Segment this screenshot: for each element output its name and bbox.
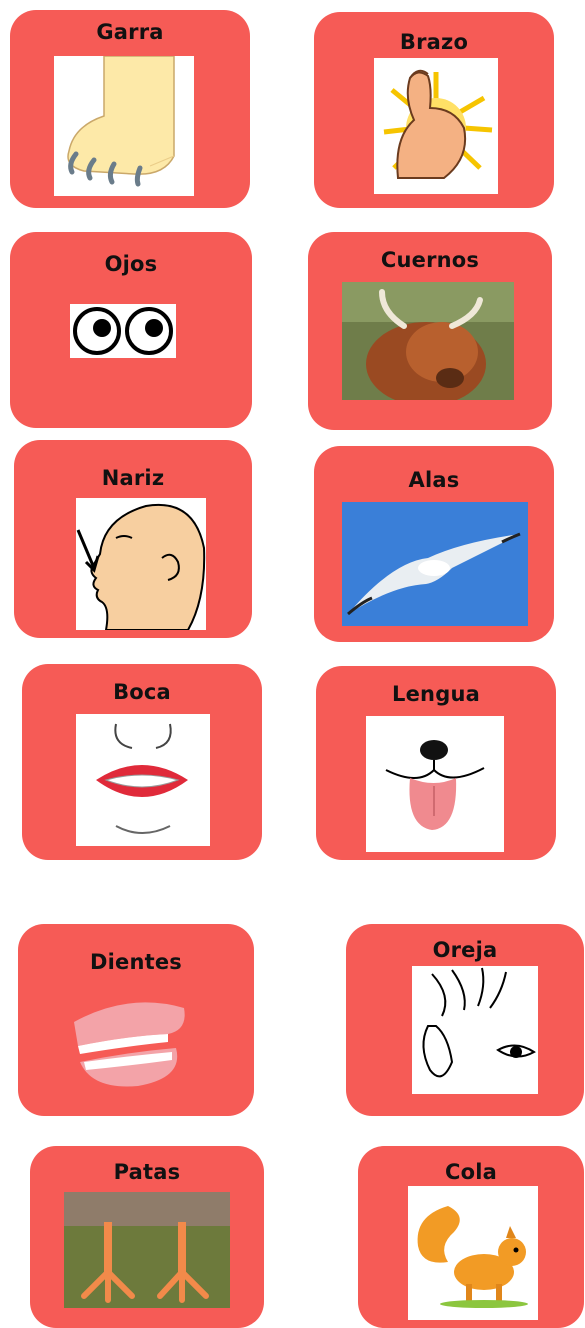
card-ojos[interactable]: [10, 232, 252, 428]
claw-icon: [54, 56, 194, 196]
card-cuernos[interactable]: [308, 232, 552, 430]
mouth-icon: [76, 714, 210, 846]
card-patas[interactable]: [30, 1146, 264, 1328]
card-brazo[interactable]: [314, 12, 554, 208]
seagull-photo: [342, 502, 528, 626]
card-oreja[interactable]: [346, 924, 584, 1116]
card-label: Boca: [113, 680, 171, 704]
card-label: Cuernos: [380, 248, 480, 272]
bird-feet-photo: [64, 1192, 230, 1308]
teeth-icon: [68, 982, 196, 1100]
flexed-arm-icon: [374, 58, 498, 194]
ear-icon: [412, 966, 538, 1094]
card-label: Garra: [96, 20, 164, 44]
squirrel-icon: [408, 1186, 538, 1320]
card-label: Patas: [113, 1160, 181, 1184]
card-label: Oreja: [432, 938, 498, 962]
horned-cow-photo: [342, 282, 514, 400]
eyes-icon: [70, 304, 176, 358]
card-cola[interactable]: [358, 1146, 584, 1328]
card-nariz[interactable]: [14, 440, 252, 638]
card-label: Alas: [408, 468, 460, 492]
card-label: Dientes: [89, 950, 182, 974]
card-garra[interactable]: [10, 10, 250, 208]
card-label: Nariz: [101, 466, 165, 490]
card-label: Lengua: [392, 682, 480, 706]
card-alas[interactable]: [314, 446, 554, 642]
card-boca[interactable]: [22, 664, 262, 860]
card-label: Ojos: [104, 252, 158, 276]
card-dientes[interactable]: [18, 924, 254, 1116]
nose-icon: [76, 498, 206, 630]
tongue-icon: [366, 716, 504, 852]
card-lengua[interactable]: [316, 666, 556, 860]
card-label: Cola: [444, 1160, 497, 1184]
card-label: Brazo: [399, 30, 469, 54]
